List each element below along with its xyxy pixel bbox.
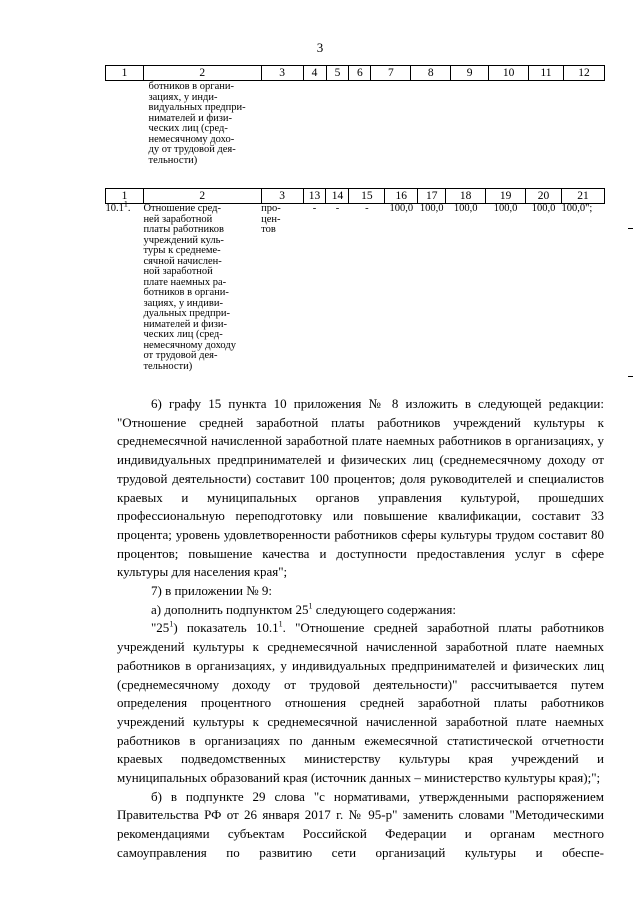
document-body: [117, 395, 604, 863]
indicator-table-cols-13-21: [105, 188, 605, 372]
page-number: 3: [316, 40, 324, 55]
value-cell: 100,0: [419, 203, 444, 214]
paragraph-25-1: "$25^1$) показатель 10.1$^1$. "Отношение средней заработной платы работников учреждений культуры к среднемесячной начисленной заработной плате наемных работников в организациях, у индивидуальных предпринимателей и физических лиц (среднемесячному доходу от трудовой деятельности)" рассчитывается путем определения процентного отношения средней заработной платы работников учреждений культуры к среднемесячной начисленной заработной плате наемных работников в организациях по данным ежемесячной статистической отчетности краевых подведомственных министерству культуры края учреждений и муниципальных образований края (источник данных – министерство культуры края);";: [117, 620, 604, 786]
col-header: 6: [349, 66, 371, 81]
value-cell: -: [335, 203, 340, 214]
col-header: 1: [106, 189, 144, 204]
col-header: 21: [562, 189, 605, 204]
col-header: 15: [349, 189, 385, 204]
paragraph-7: 7) в приложении № 9:: [151, 583, 273, 599]
col-header: 3: [261, 66, 303, 81]
scan-mark: [628, 376, 633, 377]
col-header: 13: [303, 189, 326, 204]
col-header: 12: [564, 66, 605, 81]
col-header: 2: [143, 66, 261, 81]
col-header: 3: [261, 189, 303, 204]
paragraph-6: 6) графу 15 пункта 10 приложения № 8 изложить в следующей редакции: "Отношение средней заработной платы работников учреждений культуры к среднемесячной начисленной заработной плате наемных работников в организациях, у индивидуальных предпринимателей и физических лиц (среднемесячному доходу от трудовой деятельности) составит 100 процентов; доля руководителей и специалистов краевых и муниципальных органов управления культурой, прошедших профессиональную переподготовку или повышение квалификации, составит 33 процента; уровень удовлетворенности работников сферы культуры трудом составит 80 процентов; повышение качества и доступности предоставления услуг в сфере культуры для населения края";: [117, 396, 604, 580]
col-header: 16: [385, 189, 418, 204]
value-cell: 100,0: [493, 203, 518, 214]
value-cell: 100,0: [531, 203, 556, 214]
paragraph-7a: а) дополнить подпунктом $25^1$ следующего содержания:: [151, 601, 457, 617]
col-header: 18: [446, 189, 486, 204]
col-header: 11: [529, 66, 564, 81]
col-header: 4: [303, 66, 326, 81]
continuation-text: ботников в органи- зациях, у инди- видуальных предпри- нимателей и физи- ческих лиц (сред- немесячному дохо- ду от трудовой дея- тельности): [148, 81, 246, 166]
value-cell: -: [312, 203, 317, 214]
col-header: 19: [486, 189, 526, 204]
col-header: 7: [371, 66, 411, 81]
indicator-table-cols-1-12: [105, 65, 605, 166]
table-header-row: [106, 66, 605, 81]
table-row: [106, 81, 605, 167]
table-row: [106, 204, 605, 373]
paragraph-7b: б) в подпункте 29 слова "с нормативами, утвержденными распоряжением Правительства РФ от 26 января 2017 г. № 95-р" заменить словами "Методическими рекомендациями субъектам Российской Федерации и органам местного самоуправления по развитию сети организаций культуры и обеспе-: [117, 788, 604, 860]
value-cell: 100,0";: [561, 203, 593, 214]
col-header: 20: [526, 189, 562, 204]
col-header: 9: [451, 66, 489, 81]
value-cell: -: [365, 203, 369, 214]
scan-mark: [628, 228, 633, 229]
col-header: 8: [411, 66, 451, 81]
table-header-row: [106, 189, 605, 204]
col-header: 17: [418, 189, 446, 204]
col-header: 2: [143, 189, 261, 204]
col-header: 10: [489, 66, 529, 81]
col-header: 5: [326, 66, 349, 81]
indicator-description: Отношение сред- ней заработной платы работников учреждений куль- туры к среднеме- сячной начислен- ной заработной плате наемных ра- ботников в органи- зациях, у индиви- дуальных предпри- нимателей и физи- ческих лиц (сред- немесячному доходу от трудовой дея- тельности): [143, 203, 236, 372]
col-header: 14: [326, 189, 349, 204]
unit-of-measure: про- цен- тов: [261, 203, 281, 235]
value-cell: 100,0: [453, 203, 478, 214]
col-header: 1: [106, 66, 144, 81]
row-number: 10.1$^1$.: [105, 199, 131, 214]
value-cell: 100,0: [389, 203, 414, 214]
